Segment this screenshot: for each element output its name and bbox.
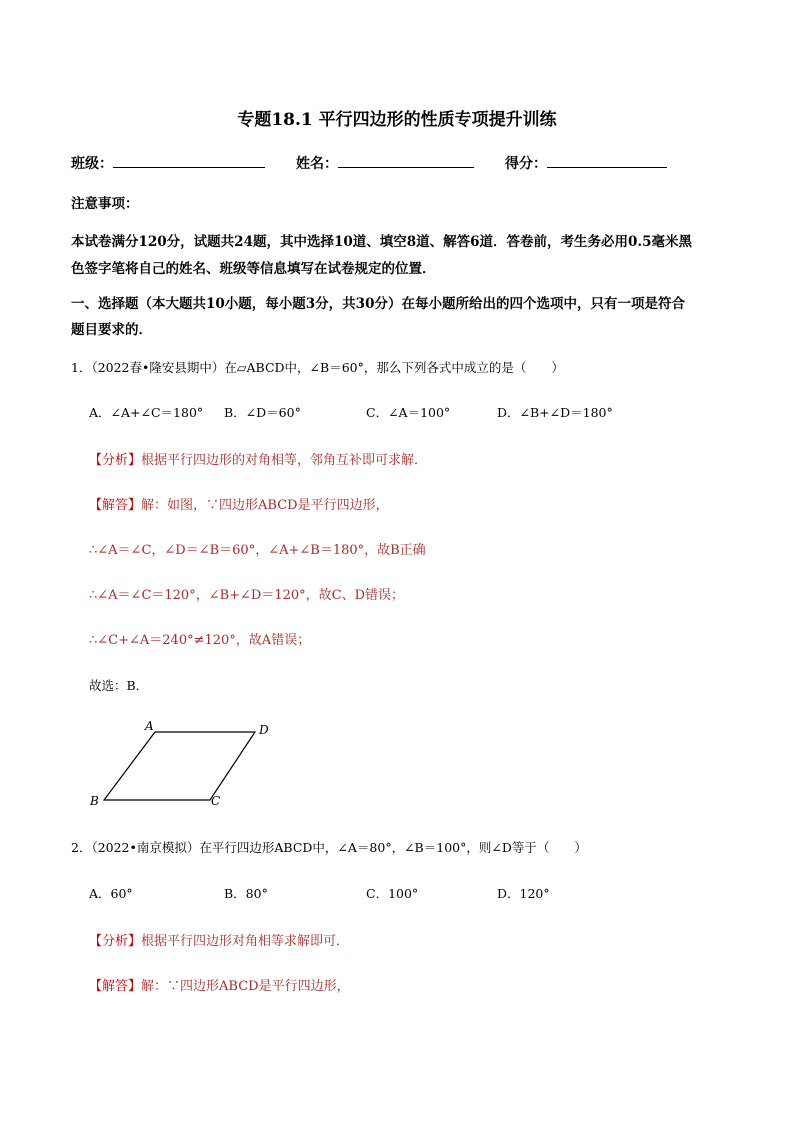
class-field (71, 153, 265, 173)
q1-step-1: ∴∠A＝∠C，∠D＝∠B＝60°，∠A+∠B＝180°，故B正确 (89, 543, 426, 558)
parallelogram-figure (85, 715, 285, 815)
q1-option-a: A．∠A+∠C＝180° (89, 405, 204, 420)
vertex-label-c: C (211, 794, 221, 808)
q1-answer-text: 解：如图，∵四边形ABCD是平行四边形， (141, 498, 389, 513)
q1-analysis-label: 【分析】 (89, 453, 142, 468)
q2-option-a: A．60° (89, 886, 133, 901)
q2-option-d: D．120° (497, 886, 550, 901)
notes-title: 注意事项： (71, 196, 139, 212)
q1-choice: 故选：B． (89, 678, 149, 693)
score-label: 得分： (505, 156, 547, 172)
q1-step-3: ∴∠C+∠A＝240°≠120°，故A错误； (89, 633, 311, 648)
q1-stem: 1．（2022春•隆安县期中）在▱ABCD中，∠B＝60°，那么下列各式中成立的是（ ） (71, 360, 564, 375)
q2-stem: 2．（2022•南京模拟）在平行四边形ABCD中，∠A＝80°，∠B＝100°，则∠D等于（ ） (71, 840, 587, 855)
score-field (505, 153, 667, 173)
q1-option-b: B．∠D＝60° (224, 405, 301, 420)
vertex-label-b: B (90, 794, 99, 808)
class-blank[interactable] (113, 153, 265, 168)
q1-option-d: D．∠B+∠D＝180° (497, 405, 613, 420)
q1-analysis-text: 根据平行四边形的对角相等，邻角互补即可求解． (141, 453, 428, 468)
q2-answer-label: 【解答】 (89, 979, 142, 994)
q2-option-c: C．100° (366, 886, 419, 901)
name-label: 姓名： (296, 156, 338, 172)
q2-option-b: B．80° (224, 886, 268, 901)
parallelogram-shape (104, 732, 255, 800)
q2-answer (89, 975, 350, 994)
q2-analysis (89, 930, 349, 949)
q1-option-c: C．∠A＝100° (366, 405, 451, 420)
q2-analysis-text: 根据平行四边形对角相等求解即可． (141, 934, 350, 949)
q1-step-2: ∴∠A＝∠C＝120°，∠B+∠D＝120°，故C、D错误； (89, 588, 405, 603)
class-label: 班级： (71, 156, 113, 172)
notes-line-2: 色签字笔将自己的姓名、班级等信息填写在试卷规定的位置． (71, 261, 436, 277)
name-field (296, 153, 474, 173)
q1-answer-label: 【解答】 (89, 498, 142, 513)
name-blank[interactable] (338, 153, 474, 168)
q1-analysis (89, 449, 427, 468)
q1-answer (89, 494, 389, 513)
vertex-label-d: D (259, 723, 269, 737)
q2-analysis-label: 【分析】 (89, 934, 142, 949)
page-title: 专题18.1 平行四边形的性质专项提升训练 (237, 110, 557, 130)
score-blank[interactable] (547, 153, 667, 168)
section-heading-line-2: 题目要求的． (71, 322, 152, 338)
vertex-label-a: A (145, 719, 154, 733)
section-heading-line-1: 一、选择题（本大题共10小题，每小题3分，共30分）在每小题所给出的四个选项中，只有一项是符合 (71, 296, 685, 312)
notes-line-1: 本试卷满分120分，试题共24题，其中选择10道、填空8道、解答6道．答卷前，考生务必用0.5毫米黑 (71, 234, 693, 250)
q2-answer-text: 解：∵四边形ABCD是平行四边形， (141, 979, 350, 994)
